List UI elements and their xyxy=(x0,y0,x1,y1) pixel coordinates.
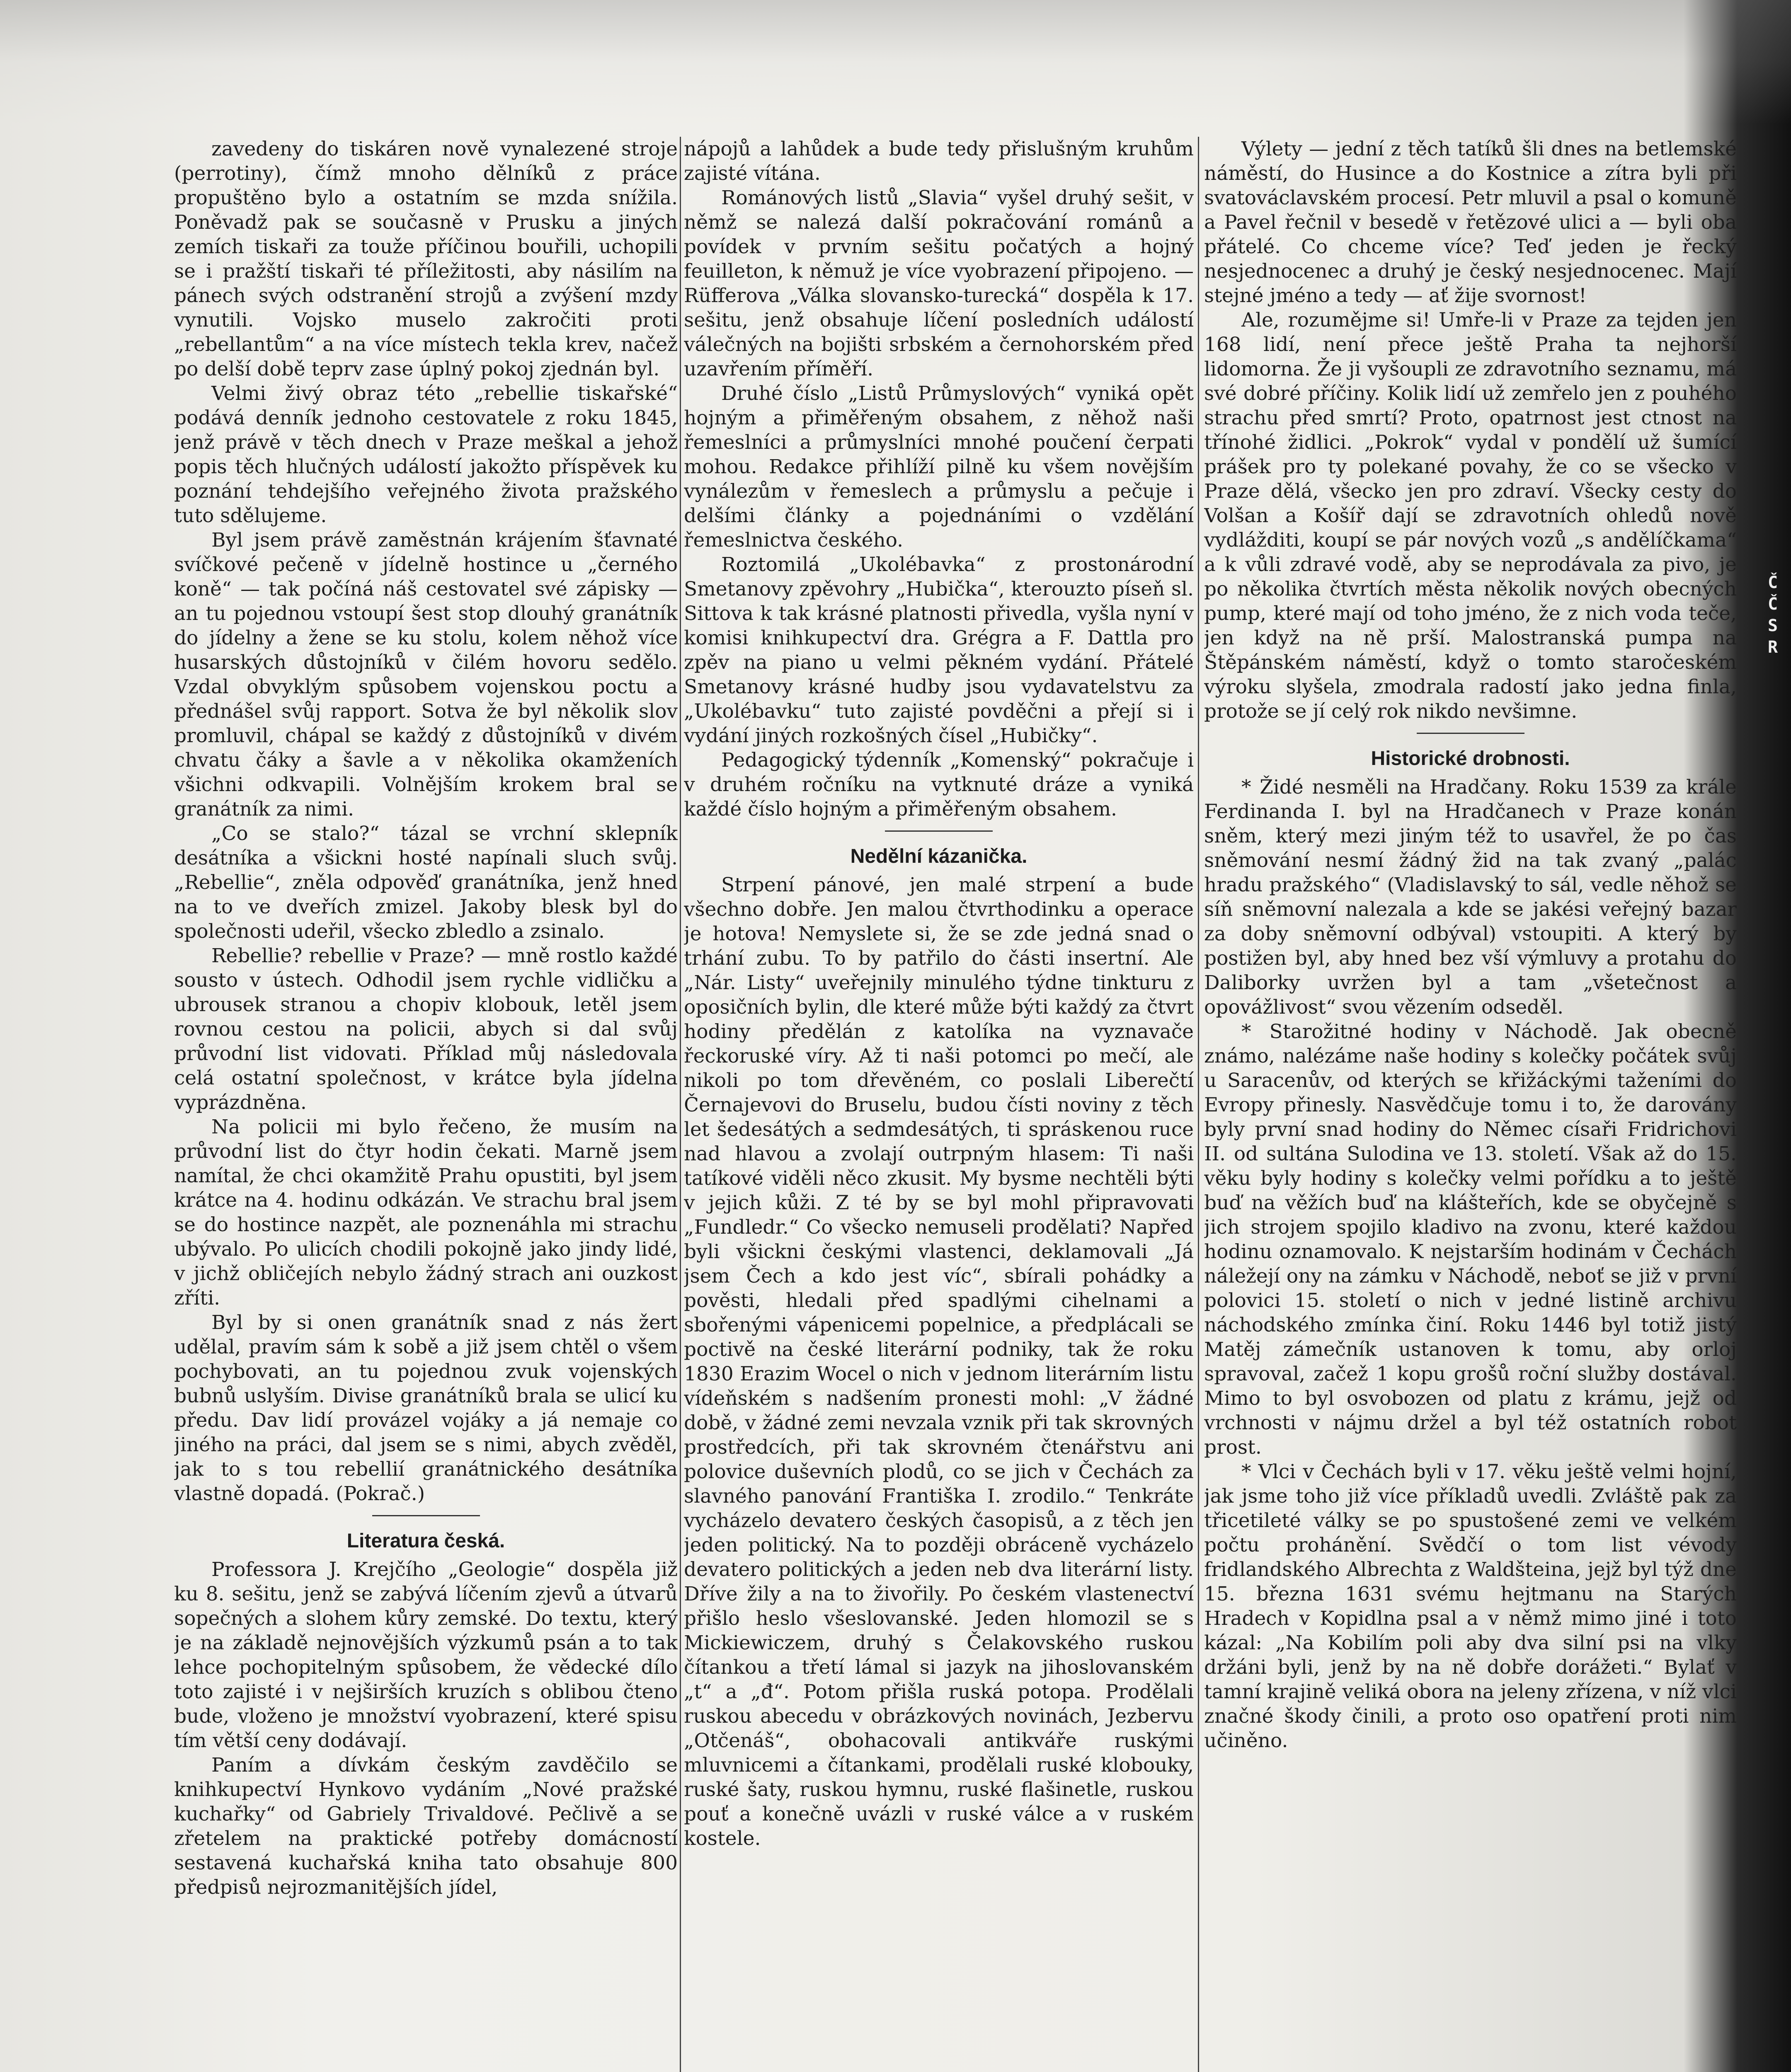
column-left xyxy=(174,137,678,2072)
section-heading: Nedělní kázanička. xyxy=(850,845,1028,867)
article-paragraph: Ale, rozumějme si! Umře-li v Praze za tejden jen 168 lidí, není přece ještě Praha ta nejhorší lidomorna. Že ji vyšoupli ze zdravotního seznamu, má své dobré příčiny. Kolik lidí už zemřelo jen z pouhého strachu před smrtí? Proto, opatrnost jest ctnost na třínohé židlici. „Pokrok“ vydal v pondělí už šumící prášek pro ty polekané povahy, že co se všecko v Praze dělá, všecko jen pro zdraví. Všecky cesty do Volšan a Košíř dají se zdravotních ohledů nově vydlážditi, koupí se pár nových vozů „s andělíčkama“ a k vůli zdravé vodě, aby se neprodávala za pivo, je po několika čtvrtích města několik nových obecných pump, které mají od toho jméno, že z nich voda teče, jen když na ně prší. Malostranská pumpa na Štěpánském náměstí, když o tomto staročeském výroku slyšela, zmodrala radostí jako jedna finla, protože se jí celý rok nikdo nevšimne. xyxy=(1204,309,1737,723)
section-heading: Literatura česká. xyxy=(347,1530,505,1552)
article-paragraph: „Co se stalo?“ tázal se vrchní sklepník desátníka a všickni hosté napínali sluch svůj. „Rebellie“, zněla odpověď granátníka, jenž hned na to ve dveřích zmizel. Jakoby blesk byl do společnosti udeřil, všecko zbledlo a zsinalo. xyxy=(174,822,678,943)
article-paragraph: Professora J. Krejčího „Geologie“ dospěla již ku 8. sešitu, jenž se zabývá líčením zjevů a útvarů sopečných a slohem kůry zemské. Do textu, který je na základě nejnovějších výzkumů psán a to tak lehce pochopitelným spůsobem, že vědecké dílo toto zajisté i v nejširších kruzích s oblibou čteno bude, vloženo je množství vyobrazení, které spisu tím větší ceny dodávají. xyxy=(174,1558,678,1752)
edge-mark: R xyxy=(1768,638,1778,657)
article-paragraph: Velmi živý obraz této „rebellie tiskařské“ podává denník jednoho cestovatele z roku 1845, jenž právě v těch dnech v Praze meškal a jehož popis těch hlučných událostí jakožto příspěvek ku poznání tehdejšího veřejného života pražského tuto sdělujeme. xyxy=(174,382,678,527)
article-paragraph: Byl by si onen granátník snad z nás žert udělal, pravím sám k sobě a již jsem chtěl o všem pochybovati, an tu pojednou zvuk vojenských bubnů uslyším. Divise granátníků brala se ulicí ku předu. Dav lidí provázel vojáky a já nemaje co jiného na práci, dal jsem se s nimi, abych zvěděl, jak to s tou rebellií granátnického desátníka vlastně dopadá. (Pokrač.) xyxy=(174,1311,678,1505)
article-paragraph: Výlety — jední z těch tatíků šli dnes na betlemské náměstí, do Husince a do Kostnice a zítra byli při svatováclavském procesí. Petr mluvil a psal o komuně a Pavel řečnil v besedě v řetězové ulici a — byli oba přátelé. Co chceme více? Teď jeden je řecký nesjednocenec a druhý je český nesjednocenec. Mají stejné jméno a tedy — ať žije svornost! xyxy=(1204,138,1737,307)
column-rule xyxy=(1198,137,1199,2072)
article-paragraph: Rebellie? rebellie v Praze? — mně rostlo každé sousto v ústech. Odhodil jsem rychle vidličku a ubrousek stranou a chopiv klobouk, letěl jsem rovnou cestou na policii, abych si dal svůj průvodní list vidovati. Příklad můj následovala celá ostatní společnost, v krátce byla jídelna vyprázdněna. xyxy=(174,944,678,1114)
article-paragraph: Na policii mi bylo řečeno, že musím na průvodní list do čtyr hodin čekati. Marně jsem namítal, že chci okamžitě Prahu opustiti, byl jsem krátce na 4. hodinu odkázán. Ve strachu bral jsem se do hostince nazpět, ale poznenáhla mi strachu ubývalo. Po ulicích chodili pokojně jako jindy lidé, v jichž obličejích nebylo žádný strach ani ouzkost zříti. xyxy=(174,1116,678,1310)
edge-mark: S xyxy=(1768,616,1778,635)
article-paragraph: Paním a dívkám českým zavděčilo se knihkupectví Hynkovo vydáním „Nové pražské kuchařky“ od Gabriely Trivaldové. Pečlivě a se zřetelem na praktické potřeby domácností sestavená kuchařská kniha tato obsahuje 800 předpisů nejrozmanitějších jídel, xyxy=(174,1754,678,1899)
article-paragraph: Druhé číslo „Listů Průmyslových“ vyniká opět hojným a přiměřeným obsahem, z něhož naši řemeslníci a průmyslníci mnohé poučení čerpati mohou. Redakce přihlíží pilně ku všem novějším vynálezům v řemeslech a průmyslu a pečuje i delšími články a pojednáními o vzdělání řemeslnictva českého. xyxy=(684,382,1194,552)
article-paragraph: Strpení pánové, jen malé strpení a bude všechno dobře. Jen malou čtvrthodinku a operace je hotova! Nemyslete si, že se zde jedná snad o trhání zubu. To by patřilo do části insertní. Ale „Nár. Listy“ uveřejnily minulého týdne tinkturu z oposičních bylin, dle které může býti každý za čtvrt hodiny předělán z katolíka na vyznavače řeckoruské víry. Až ti naši potomci po mečí, ale nikoli po tom dřevěném, co poslali Liberečtí Černajevovi do Bruselu, budou čísti noviny z těch let šedesátých a sedmdesátých, ti spráskenou ruce nad hlavou a zvolají outrpným hlasem: Ti naši tatíkové viděli něco zkusit. My bysme nechtěli býti v jejich kůži. Z té by se byl mohl připravovati „Fundledr.“ Co všecko nemuseli prodělati? Napřed byli všickni českými vlastenci, deklamovali „Já jsem Čech a kdo jest víc“, sbírali pohádky a pověsti, hledali před spadlými cihelnami a sbořenými vápenicemi popelnice, a předplácali se poctivě na české literární podniky, tak že roku 1830 Erazim Wocel o nich v jednom literárním listu vídeňském s nadšením pronesti mohl: „V žádné době, v žádné zemi nevzala vznik při tak skrovných prostředcích, při tak skrovném čtenářstvu ani polovice duševních plodů, co se jich v Čechách za slavného panování Františka I. zrodilo.“ Tenkráte vycházelo devatero českých časopisů, a z těch jen jeden politický. Na to později obráceně vycházelo devatero politických a jeden neb dva literární listy. Dříve žily a na to živořily. Po českém vlastenectví přišlo heslo všeslovanské. Jeden hlomozil se s Mickiewiczem, druhý s Čelakovského ruskou čítankou a třetí lámal si jazyk na jihoslovanském „t“ a „đ“. Potom přišla ruská potopa. Prodělali ruskou abecedu v obrázkových novinách, Jezbervu „Otčenáš“, obohacovali antikváře ruskými mluvnicemi a čítankami, prodělali ruské klobouky, ruské šaty, ruskou hymnu, ruské flašinetle, ruskou pouť a konečně uvázli v ruské válce a v ruském kostele. xyxy=(684,874,1194,1850)
article-paragraph: * Vlci v Čechách byli v 17. věku ještě velmi hojní, jak jsme toho již více příkladů uvedli. Zvláště pak za třicetileté války se po spustošené zemi ve velkém počtu prohánění. Svědčí o tom list vévody fridlandského Albrechta z Waldšteina, jejž byl týž dne 15. března 1631 svému hejtmanu na Starých Hradech v Kopidlna psal a v němž mimo jiné i toto kázal: „Na Kobilím poli aby dva silní psi na vlky držáni byli, jenž by na ně dobře dorážeti.“ Bylať v tamní krajině veliká obora na jeleny zřízena, v níž vlci značné škody činili, a proto oso opatření proti nim učiněno. xyxy=(1204,1460,1737,1752)
column-middle xyxy=(684,137,1194,2072)
column-right xyxy=(1204,137,1737,2072)
section-heading: Historické drobnosti. xyxy=(1371,748,1570,770)
column-rule xyxy=(680,137,681,2072)
article-paragraph: zavedeny do tiskáren nově vynalezené stroje (perrotiny), čímž mnoho dělníků z práce propuštěno bylo a ostatním se mzda snížila. Poněvadž pak se současně v Prusku a jiných zemích tiskaři za touže příčinou bouřili, uchopili se i pražští tiskaři té příležitosti, aby násilím na pánech svých odstranění strojů a zvýšení mzdy vynutili. Vojsko muselo zakročiti proti „rebellantům“ a na více místech tekla krev, načež po delší době teprv zase úplný pokoj zjednán byl. xyxy=(174,138,678,380)
section-divider xyxy=(372,1515,480,1516)
article-paragraph: Byl jsem právě zaměstnán krájením šťavnaté svíčkové pečeně v jídelně hostince u „černého koně“ — tak počíná náš cestovatel své zápisky — an tu pojednou vstoupí šest stop dlouhý granátník do jídelny a žene se ku stolu, kolem něhož více husarských důstojníků v čilém hovoru sedělo. Vzdal obvyklým spůsobem vojenskou poctu a přednášel svůj rapport. Sotva že byl několik slov promluvil, chápal se každý z důstojníků v divém chvatu čáky a šavle a v několika okamženích všichni odkvapili. Volnějším krokem bral se granátník za nimi. xyxy=(174,529,678,821)
scan-shadow xyxy=(0,0,1791,124)
edge-mark: Č xyxy=(1768,573,1778,592)
section-divider xyxy=(885,830,993,832)
article-paragraph: * Židé nesměli na Hradčany. Roku 1539 za krále Ferdinanda I. byl na Hradčanech v Praze konán sněm, který mezi jiným též to usavřel, že po čas sněmování nesmí žádný žid na tak zvaný „palác hradu pražského“ (Vladislavský to sál, vedle něhož se síň sněmovní nalezala a kde se jakési veřejný bazar za doby sněmovní odbýval) vstoupiti. A který by postižen byl, aby hned bez vší výmluvy a protahu do Daliborky uvržen byl a tam „všetečnost a opovážlivost“ svou vězením odseděl. xyxy=(1204,776,1737,1019)
article-paragraph: Románových listů „Slavia“ vyšel druhý sešit, v němž se nalezá další pokračování románů a povídek v prvním sešitu počatých a hojný feuilleton, k němuž je více vyobrazení připojeno. — Rüfferova „Válka slovansko-turecká“ dospěla k 17. sešitu, jenž obsahuje líčení posledních událostí válečných na bojišti srbském a černohorském před uzavřením příměří. xyxy=(684,186,1194,380)
article-paragraph: Pedagogický týdenník „Komenský“ pokračuje i v druhém ročníku na vytknuté dráze a vyniká každé číslo hojným a přiměřeným obsahem. xyxy=(684,749,1194,821)
edge-mark: Č xyxy=(1768,595,1778,614)
article-paragraph: Roztomilá „Ukolébavka“ z prostonárodní Smetanovy zpěvohry „Hubička“, kterouzto píseň sl. Sittova k tak krásné platnosti přivedla, vyšla nyní v komisi knihkupectví dra. Grégra a F. Dattla pro zpěv na piano u velmi pěkném vydání. Přátelé Smetanovy krásné hudby jsou vydavatelstvu za „Ukolébavku“ tuto zajisté povděčni a přejí si i vydání jiných rozkošných čísel „Hubičky“. xyxy=(684,553,1194,747)
article-paragraph: * Starožitné hodiny v Náchodě. Jak obecně známo, nalézáme naše hodiny s kolečky počátek svůj u Saracenův, od kterých se křižáckými taženími do Evropy přinesly. Nasvědčuje tomu i to, že darovány byly první snad hodiny do Němec císaři Fridrichovi II. od sultána Sulodina ve 13. století. Však až do 15. věku byly hodiny s kolečky velmi pořídku a to ještě buď na věžích buď na klášteřích, kde se obyčejně s jich strojem spojilo kladivo na zvonu, které každou hodinu oznamovalo. K nejstarším hodinám v Čechách náležejí ony na zámku v Náchodě, neboť se již v první polovici 15. století o nich v jedné listině archivu náchodského zmínka činí. Roku 1446 byl totiž jistý Matěj zámečník ustanoven k tomu, aby orloj spravoval, začež 1 kopu grošů roční služby dostával. Mimo to byl osvobozen od platu z krámu, jejž od vrchnosti v nájmu držel a byl též ostatních robot prost. xyxy=(1204,1020,1737,1459)
section-divider xyxy=(1417,733,1524,734)
binding-edge-marks xyxy=(1768,572,1776,658)
article-paragraph: nápojů a lahůdek a bude tedy přislušným kruhům zajisté vítána. xyxy=(684,138,1194,185)
